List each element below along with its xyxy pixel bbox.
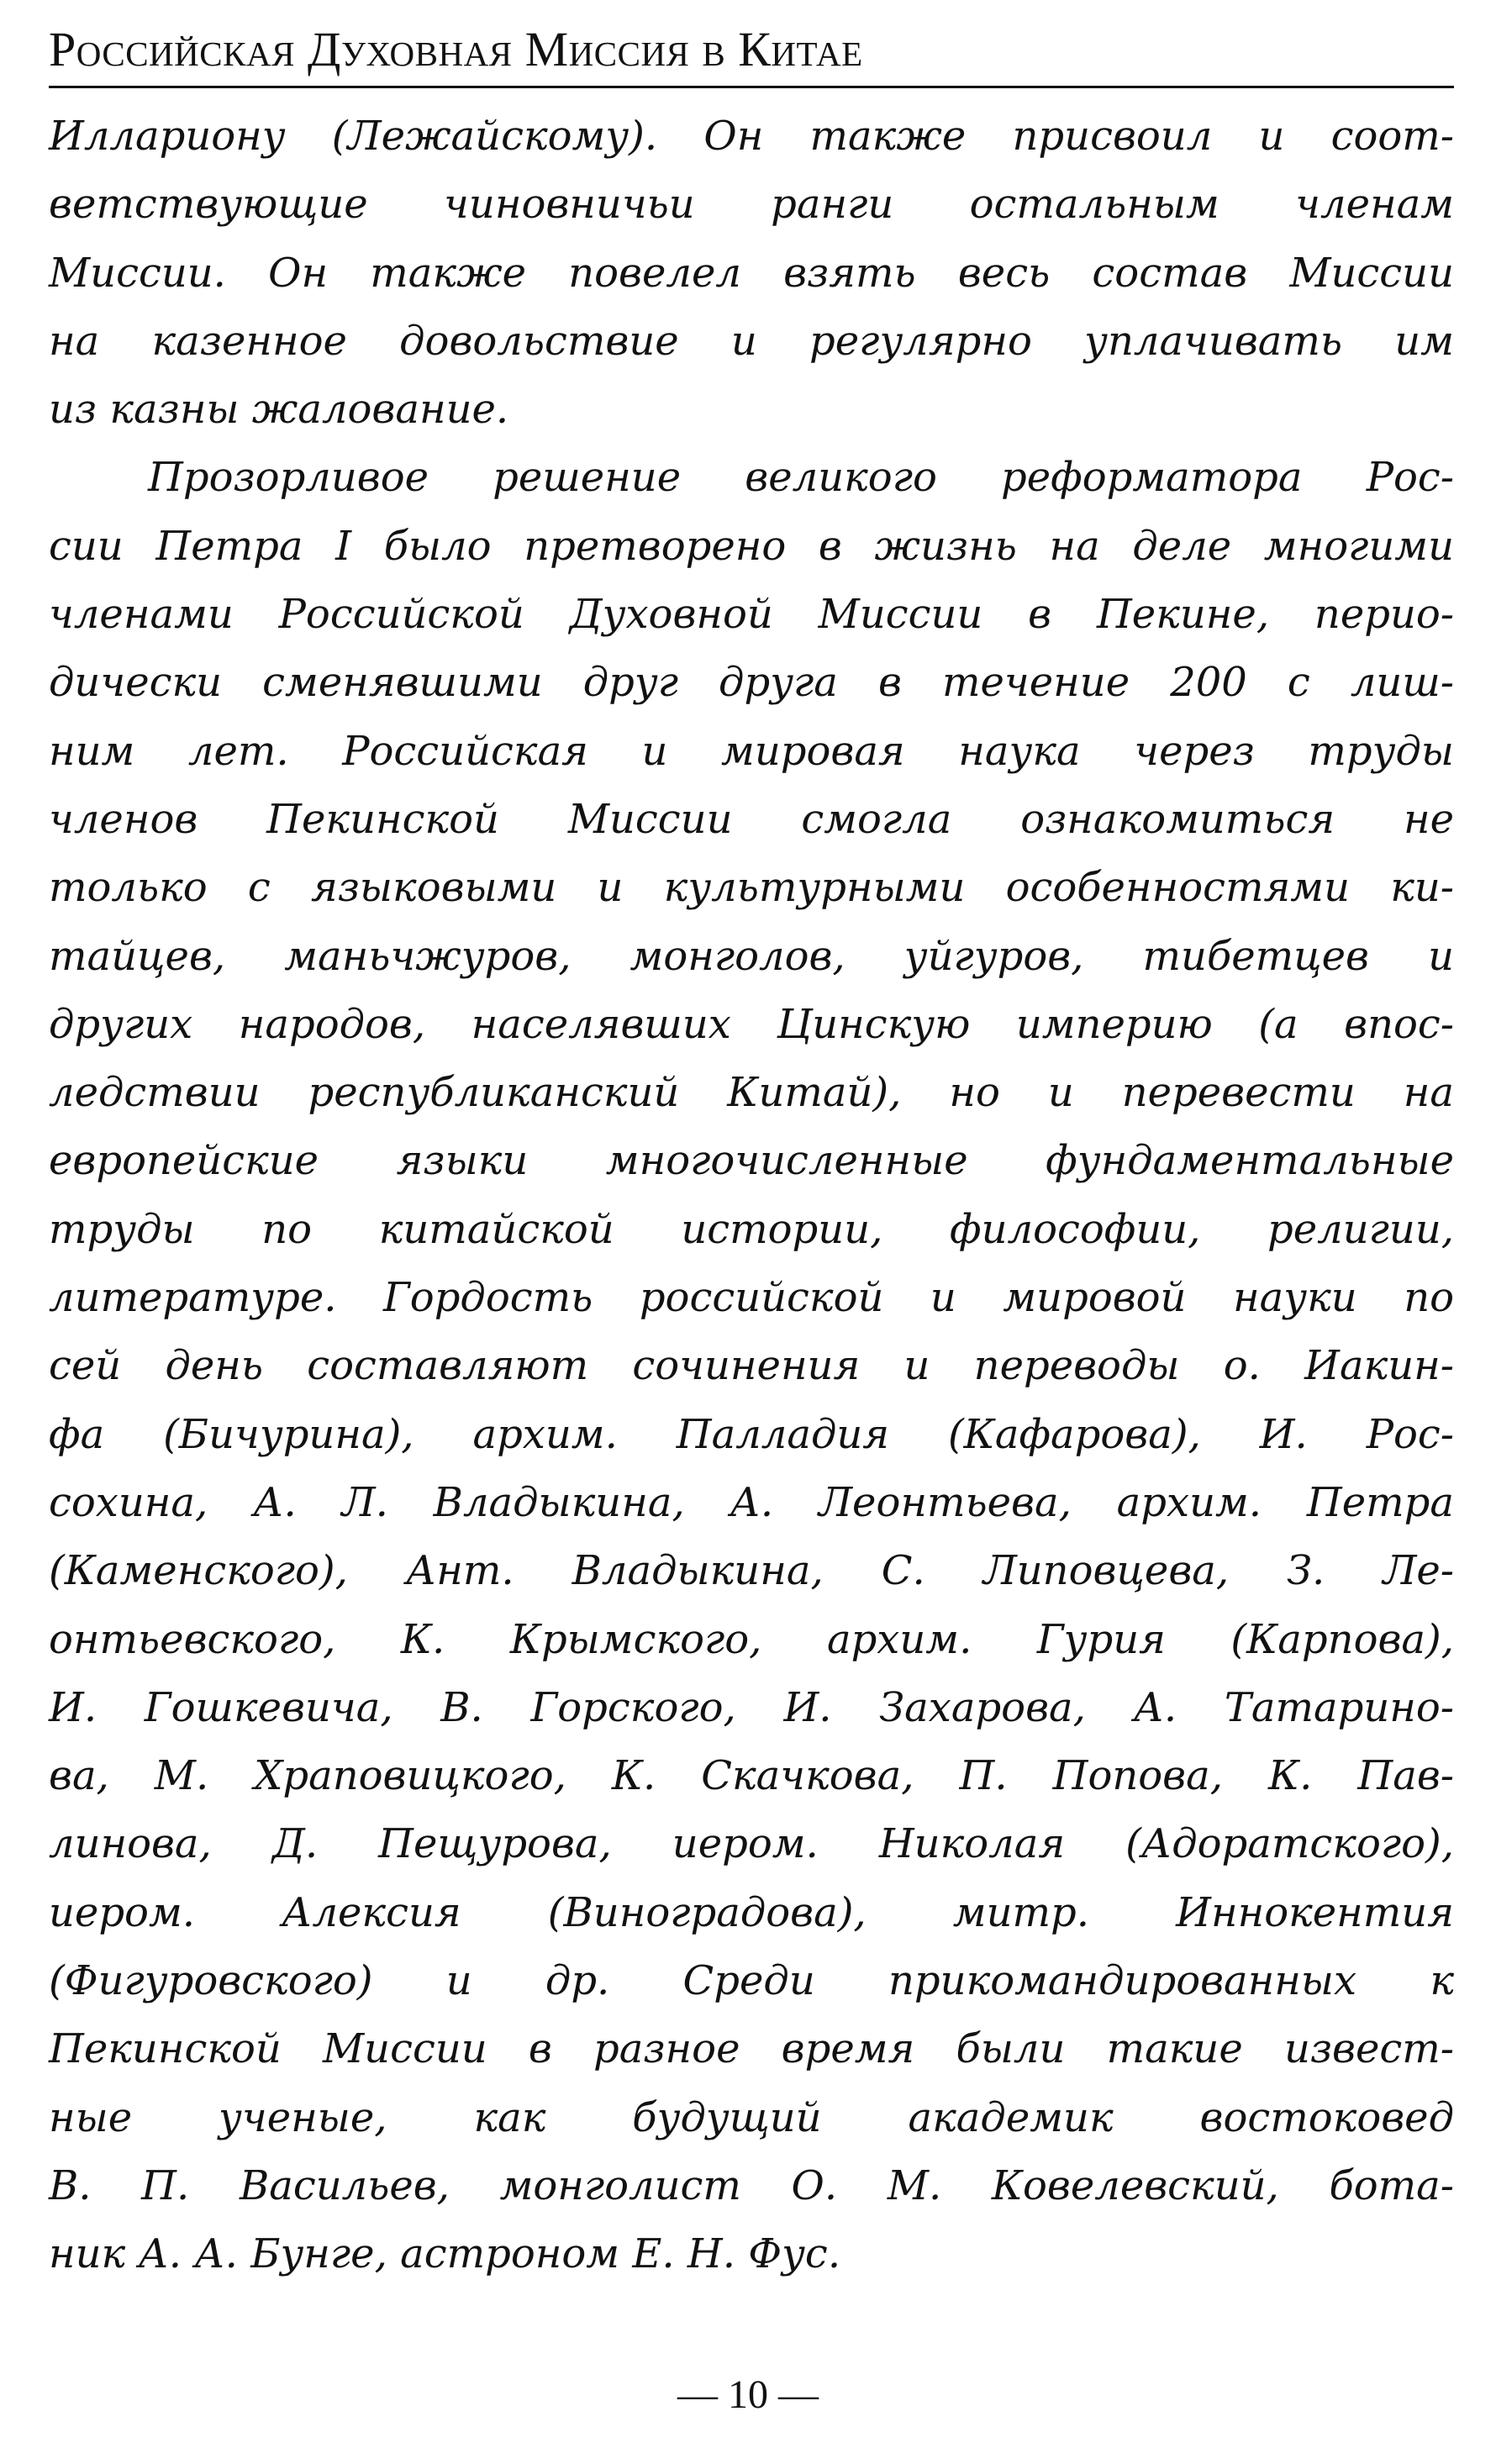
text-line: европейские языки многочисленные фундаментальные	[49, 1137, 1454, 1185]
text-line: (Каменского), Ант. Владыкина, С. Липовцева, З. Ле-	[49, 1547, 1454, 1595]
text-line: других народов, населявших Цинскую империю (а впос-	[49, 1000, 1454, 1048]
text-line: фа (Бичурина), архим. Палладия (Кафарова), И. Рос-	[49, 1410, 1454, 1458]
body-text	[49, 103, 1454, 2289]
paragraph-end-line: ник А. А. Бунге, астроном Е. Н. Фус.	[49, 2230, 841, 2278]
text-line: линова, Д. Пещурова, иером. Николая (Адоратского),	[49, 1820, 1454, 1868]
text-line: ветствующие чиновничьи ранги остальным членам	[49, 181, 1454, 229]
text-line: Иллариону (Лежайскому). Он также присвоил и соот-	[49, 113, 1454, 160]
text-line: ним лет. Российская и мировая наука через труды	[49, 727, 1454, 775]
text-line: В. П. Васильев, монголист О. М. Ковелевский, бота-	[49, 2161, 1454, 2209]
text-line: членов Пекинской Миссии смогла ознакомиться не	[49, 795, 1454, 843]
text-line: сохина, А. Л. Владыкина, А. Леонтьева, архим. Петра	[49, 1478, 1454, 1526]
text-line: иером. Алексия (Виноградова), митр. Иннокентия	[49, 1888, 1454, 1936]
text-line: на казенное довольствие и регулярно уплачивать им	[49, 317, 1454, 365]
header-rule	[49, 86, 1454, 88]
text-line: ледствии республиканский Китай), но и перевести на	[49, 1069, 1454, 1117]
text-line: сии Петра I было претворено в жизнь на деле многими	[49, 522, 1454, 570]
text-line: Пекинской Миссии в разное время были такие извест-	[49, 2025, 1454, 2073]
text-line: (Фигуровского) и др. Среди прикомандированных к	[49, 1957, 1454, 2005]
text-line: ные ученые, как будущий академик востоковед	[49, 2093, 1454, 2141]
text-line: онтьевского, К. Крымского, архим. Гурия (Карпова),	[49, 1615, 1454, 1663]
text-line: членами Российской Духовной Миссии в Пекине, перио-	[49, 591, 1454, 639]
paragraph-first-line: Прозорливое решение великого реформатора Рос-	[148, 454, 1454, 502]
text-line: сей день составляют сочинения и переводы о. Иакин-	[49, 1342, 1454, 1390]
text-line: литературе. Гордость российской и мировой науки по	[49, 1274, 1454, 1322]
text-line: И. Гошкевича, В. Горского, И. Захарова, А. Татарино-	[49, 1683, 1454, 1731]
text-line: труды по китайской истории, философии, религии,	[49, 1205, 1454, 1253]
page-number: — 10 —	[677, 2372, 819, 2417]
text-line: дически сменявшими друг друга в течение 200 с лиш-	[49, 659, 1454, 707]
running-title: Российская Духовная Миссия в Китае	[49, 22, 863, 76]
text-line: тайцев, маньчжуров, монголов, уйгуров, тибетцев и	[49, 932, 1454, 980]
paragraph-end-line: из казны жалование.	[49, 386, 509, 434]
text-line: только с языковыми и культурными особенностями ки-	[49, 864, 1454, 912]
text-line: ва, М. Храповицкого, К. Скачкова, П. Попова, К. Пав-	[49, 1752, 1454, 1800]
text-line: Миссии. Он также повелел взять весь состав Миссии	[49, 249, 1454, 297]
